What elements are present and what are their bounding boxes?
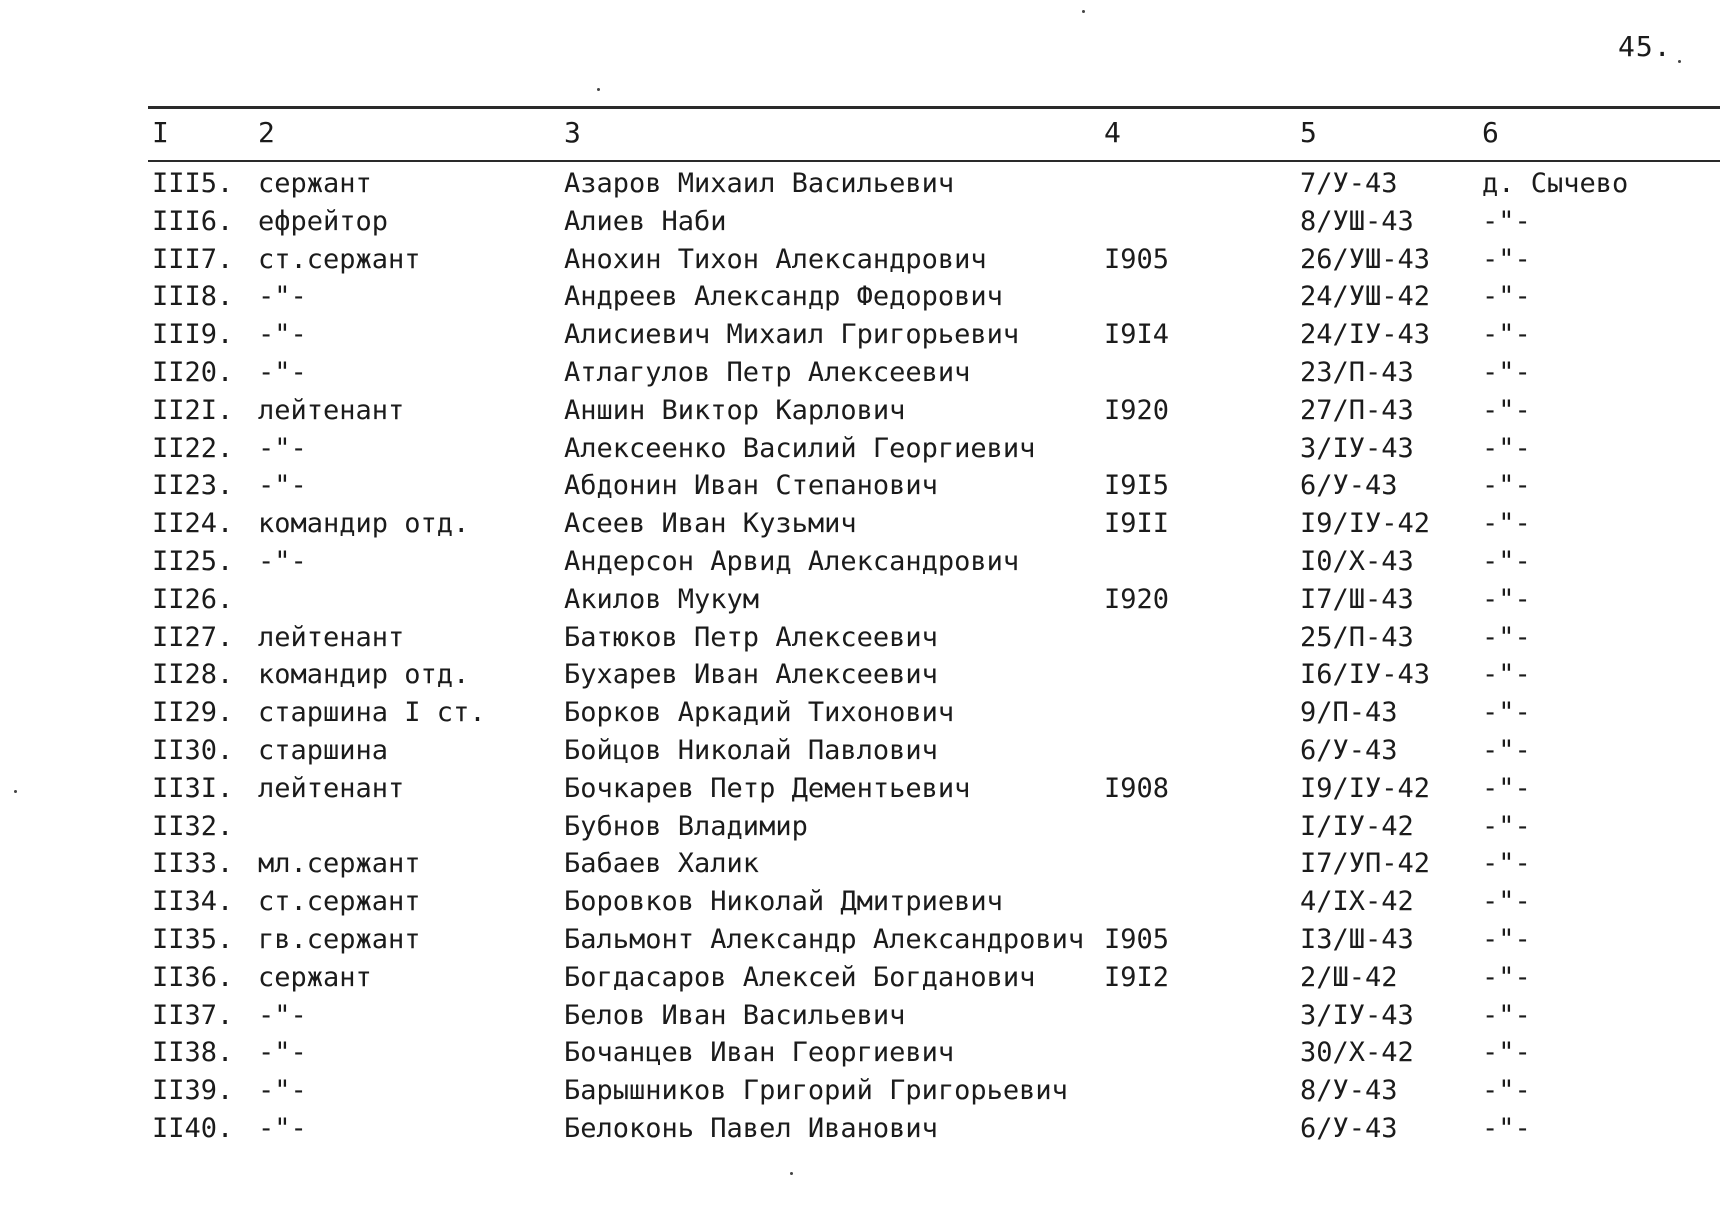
birth-year-cell: I9I5 <box>1104 470 1170 502</box>
place-cell: -"- <box>1482 886 1531 918</box>
row-number: II26. <box>152 583 234 615</box>
name-cell: Бочкарев Петр Дементьевич <box>564 772 971 804</box>
row-number: III5. <box>152 168 234 199</box>
table-row <box>0 773 1728 811</box>
place-cell: -"- <box>1482 583 1531 615</box>
header-col-3: 3 <box>564 116 581 149</box>
date-cell: 25/П-43 <box>1300 621 1414 653</box>
rank-cell: старшина I ст. <box>258 697 486 729</box>
place-cell: -"- <box>1482 356 1531 388</box>
place-cell: -"- <box>1482 659 1531 691</box>
birth-year-cell: I905 <box>1104 243 1170 275</box>
row-number: III8. <box>152 281 234 313</box>
date-cell: I9/IУ-42 <box>1300 772 1431 804</box>
date-cell: 3/IУ-43 <box>1300 999 1414 1031</box>
place-cell: -"- <box>1482 508 1531 540</box>
name-cell: Боровков Николай Дмитриевич <box>564 886 1003 918</box>
rank-cell: лейтенант <box>258 621 405 653</box>
date-cell: 8/УШ-43 <box>1300 205 1414 237</box>
place-cell: -"- <box>1482 243 1531 275</box>
header-col-5: 5 <box>1300 116 1317 149</box>
table-row <box>0 735 1728 773</box>
table-row <box>0 319 1728 357</box>
row-number: II37. <box>152 999 234 1031</box>
name-cell: Абдонин Иван Степанович <box>564 470 938 502</box>
rank-cell: -"- <box>258 470 307 502</box>
date-cell: 6/У-43 <box>1300 470 1398 502</box>
birth-year-cell: I920 <box>1104 583 1170 615</box>
scan-speck <box>1678 60 1681 63</box>
table-header-rule <box>148 160 1720 162</box>
place-cell: д. Сычево <box>1482 168 1629 199</box>
rank-cell: -"- <box>258 545 307 577</box>
name-cell: Бубнов Владимир <box>564 810 808 842</box>
rank-cell: -"- <box>258 356 307 388</box>
table-row <box>0 886 1728 924</box>
table-row <box>0 584 1728 622</box>
date-cell: I/IУ-42 <box>1300 810 1414 842</box>
table-row <box>0 962 1728 1000</box>
place-cell: -"- <box>1482 923 1531 955</box>
birth-year-cell: I908 <box>1104 772 1170 804</box>
date-cell: 30/Х-42 <box>1300 1037 1414 1069</box>
row-number: II30. <box>152 734 234 766</box>
rank-cell: -"- <box>258 281 307 313</box>
row-number: II3I. <box>152 772 234 804</box>
rank-cell: -"- <box>258 1037 307 1069</box>
name-cell: Бальмонт Александр Александрович <box>564 923 1085 955</box>
rank-cell: сержант <box>258 168 372 199</box>
date-cell: 6/У-43 <box>1300 734 1398 766</box>
scan-speck <box>1082 10 1085 13</box>
place-cell: -"- <box>1482 1075 1531 1107</box>
rank-cell: гв.сержант <box>258 923 421 955</box>
name-cell: Богдасаров Алексей Богданович <box>564 961 1036 993</box>
place-cell: -"- <box>1482 772 1531 804</box>
scan-speck <box>597 88 600 91</box>
name-cell: Азаров Михаил Васильевич <box>564 168 955 199</box>
name-cell: Борков Аркадий Тихонович <box>564 697 955 729</box>
table-row <box>0 1113 1728 1151</box>
name-cell: Белов Иван Васильевич <box>564 999 906 1031</box>
row-number: II27. <box>152 621 234 653</box>
date-cell: 2/Ш-42 <box>1300 961 1398 993</box>
place-cell: -"- <box>1482 545 1531 577</box>
table-row <box>0 357 1728 395</box>
row-number: II20. <box>152 356 234 388</box>
table-row <box>0 659 1728 697</box>
table-row <box>0 281 1728 319</box>
row-number: III7. <box>152 243 234 275</box>
table-row <box>0 924 1728 962</box>
date-cell: I7/Ш-43 <box>1300 583 1414 615</box>
name-cell: Бочанцев Иван Георгиевич <box>564 1037 955 1069</box>
page-number: 45. <box>1618 30 1672 63</box>
rank-cell: -"- <box>258 999 307 1031</box>
place-cell: -"- <box>1482 470 1531 502</box>
name-cell: Акилов Мукум <box>564 583 760 615</box>
table-row <box>0 848 1728 886</box>
table-row <box>0 546 1728 584</box>
table-row <box>0 206 1728 244</box>
name-cell: Андреев Александр Федорович <box>564 281 1003 313</box>
date-cell: 7/У-43 <box>1300 168 1398 199</box>
row-number: II40. <box>152 1112 234 1144</box>
table-row <box>0 622 1728 660</box>
rank-cell: старшина <box>258 734 389 766</box>
date-cell: 3/IУ-43 <box>1300 432 1414 464</box>
date-cell: I3/Ш-43 <box>1300 923 1414 955</box>
rank-cell: командир отд. <box>258 659 470 691</box>
name-cell: Белоконь Павел Иванович <box>564 1112 938 1144</box>
row-number: II23. <box>152 470 234 502</box>
row-number: II2I. <box>152 394 234 426</box>
row-number: II25. <box>152 545 234 577</box>
name-cell: Андерсон Арвид Александрович <box>564 545 1020 577</box>
name-cell: Атлагулов Петр Алексеевич <box>564 356 971 388</box>
birth-year-cell: I9II <box>1104 508 1170 540</box>
row-number: III6. <box>152 205 234 237</box>
place-cell: -"- <box>1482 848 1531 880</box>
place-cell: -"- <box>1482 205 1531 237</box>
rank-cell: мл.сержант <box>258 848 421 880</box>
row-number: II28. <box>152 659 234 691</box>
name-cell: Алисиевич Михаил Григорьевич <box>564 319 1020 351</box>
name-cell: Асеев Иван Кузьмич <box>564 508 857 540</box>
table-row <box>0 395 1728 433</box>
birth-year-cell: I905 <box>1104 923 1170 955</box>
table-body <box>0 168 1728 1151</box>
date-cell: 6/У-43 <box>1300 1112 1398 1144</box>
name-cell: Анохин Тихон Александрович <box>564 243 987 275</box>
name-cell: Бойцов Николай Павлович <box>564 734 938 766</box>
date-cell: 4/IХ-42 <box>1300 886 1414 918</box>
rank-cell: -"- <box>258 1112 307 1144</box>
name-cell: Барышников Григорий Григорьевич <box>564 1075 1068 1107</box>
place-cell: -"- <box>1482 734 1531 766</box>
table-row <box>0 1000 1728 1038</box>
name-cell: Бухарев Иван Алексеевич <box>564 659 938 691</box>
table-top-rule <box>148 106 1720 109</box>
place-cell: -"- <box>1482 1037 1531 1069</box>
date-cell: 24/IУ-43 <box>1300 319 1431 351</box>
place-cell: -"- <box>1482 1112 1531 1144</box>
place-cell: -"- <box>1482 281 1531 313</box>
date-cell: 9/П-43 <box>1300 697 1398 729</box>
row-number: II34. <box>152 886 234 918</box>
place-cell: -"- <box>1482 810 1531 842</box>
table-row <box>0 811 1728 849</box>
date-cell: 24/УШ-42 <box>1300 281 1431 313</box>
place-cell: -"- <box>1482 697 1531 729</box>
scan-speck <box>14 790 17 793</box>
table-header <box>0 116 1728 152</box>
row-number: II29. <box>152 697 234 729</box>
name-cell: Бабаев Халик <box>564 848 760 880</box>
date-cell: 27/П-43 <box>1300 394 1414 426</box>
birth-year-cell: I9I2 <box>1104 961 1170 993</box>
table-row <box>0 168 1728 206</box>
date-cell: 26/УШ-43 <box>1300 243 1431 275</box>
row-number: II35. <box>152 923 234 955</box>
header-col-4: 4 <box>1104 116 1121 149</box>
row-number: II32. <box>152 810 234 842</box>
place-cell: -"- <box>1482 999 1531 1031</box>
date-cell: I9/IУ-42 <box>1300 508 1431 540</box>
place-cell: -"- <box>1482 319 1531 351</box>
table-row <box>0 244 1728 282</box>
date-cell: I0/Х-43 <box>1300 545 1414 577</box>
place-cell: -"- <box>1482 621 1531 653</box>
rank-cell: сержант <box>258 961 372 993</box>
table-row <box>0 1075 1728 1113</box>
name-cell: Алексеенко Василий Георгиевич <box>564 432 1036 464</box>
rank-cell: лейтенант <box>258 772 405 804</box>
row-number: II33. <box>152 848 234 880</box>
table-row <box>0 508 1728 546</box>
header-col-6: 6 <box>1482 116 1499 149</box>
place-cell: -"- <box>1482 432 1531 464</box>
row-number: III9. <box>152 319 234 351</box>
header-col-1: I <box>152 116 169 149</box>
rank-cell: ст.сержант <box>258 886 421 918</box>
name-cell: Алиев Наби <box>564 205 727 237</box>
scan-speck <box>790 1172 793 1175</box>
row-number: II24. <box>152 508 234 540</box>
date-cell: I6/IУ-43 <box>1300 659 1431 691</box>
rank-cell: ефрейтор <box>258 205 389 237</box>
row-number: II39. <box>152 1075 234 1107</box>
birth-year-cell: I920 <box>1104 394 1170 426</box>
rank-cell: -"- <box>258 1075 307 1107</box>
row-number: II38. <box>152 1037 234 1069</box>
date-cell: I7/УП-42 <box>1300 848 1431 880</box>
table-row <box>0 470 1728 508</box>
date-cell: 23/П-43 <box>1300 356 1414 388</box>
name-cell: Батюков Петр Алексеевич <box>564 621 938 653</box>
table-row <box>0 1037 1728 1075</box>
place-cell: -"- <box>1482 961 1531 993</box>
birth-year-cell: I9I4 <box>1104 319 1170 351</box>
header-col-2: 2 <box>258 116 275 149</box>
rank-cell: -"- <box>258 319 307 351</box>
rank-cell: -"- <box>258 432 307 464</box>
table-row <box>0 697 1728 735</box>
table-row <box>0 433 1728 471</box>
row-number: II36. <box>152 961 234 993</box>
rank-cell: лейтенант <box>258 394 405 426</box>
rank-cell: командир отд. <box>258 508 470 540</box>
name-cell: Аншин Виктор Карлович <box>564 394 906 426</box>
rank-cell: ст.сержант <box>258 243 421 275</box>
row-number: II22. <box>152 432 234 464</box>
date-cell: 8/У-43 <box>1300 1075 1398 1107</box>
place-cell: -"- <box>1482 394 1531 426</box>
